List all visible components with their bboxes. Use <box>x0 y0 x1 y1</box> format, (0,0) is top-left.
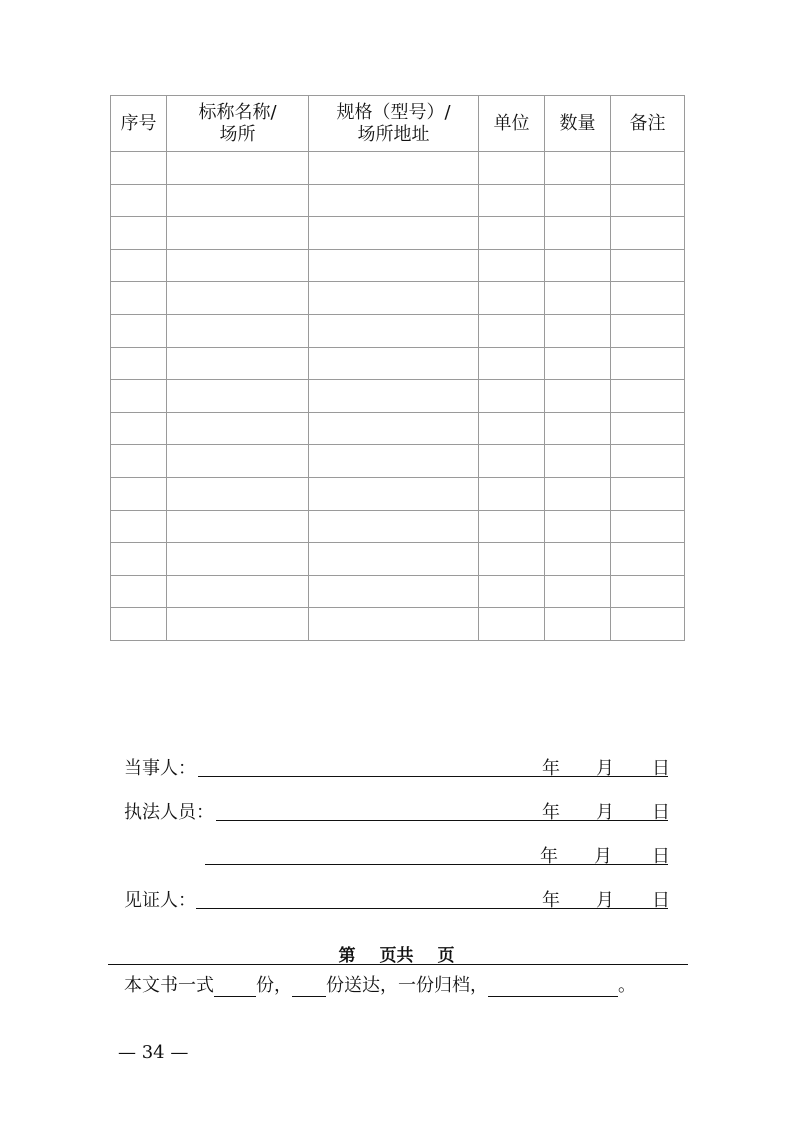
table-cell[interactable] <box>167 282 309 315</box>
table-cell[interactable] <box>309 217 479 250</box>
page-suffix: 页 <box>437 946 455 966</box>
table-cell[interactable] <box>167 510 309 543</box>
table-cell[interactable] <box>611 543 685 576</box>
party-label: 当事人： <box>124 758 196 779</box>
table-cell[interactable] <box>167 347 309 380</box>
table-cell[interactable] <box>545 412 611 445</box>
table-cell[interactable] <box>111 445 167 478</box>
header-remarks: 备注 <box>611 96 685 152</box>
table-cell[interactable] <box>111 184 167 217</box>
header-name-place-text: 标称名称/ 场所 <box>198 101 277 145</box>
table-cell[interactable] <box>611 575 685 608</box>
table-cell[interactable] <box>309 184 479 217</box>
table-cell[interactable] <box>479 543 545 576</box>
officer1-date-month: 月 <box>596 802 614 823</box>
archive-note-blank[interactable] <box>488 978 618 997</box>
table-row <box>111 510 685 543</box>
header-spec-address <box>309 96 479 152</box>
table-cell[interactable] <box>111 249 167 282</box>
table-cell[interactable] <box>309 510 479 543</box>
table-cell[interactable] <box>545 152 611 185</box>
table-cell[interactable] <box>545 217 611 250</box>
signature-row-witness <box>0 882 793 912</box>
signature-row-officer-2 <box>0 838 793 868</box>
table-cell[interactable] <box>479 608 545 641</box>
table-cell[interactable] <box>611 347 685 380</box>
table-row <box>111 445 685 478</box>
table-cell[interactable] <box>111 217 167 250</box>
table-cell[interactable] <box>167 575 309 608</box>
table-cell[interactable] <box>479 347 545 380</box>
table-row <box>111 347 685 380</box>
table-cell[interactable] <box>611 380 685 413</box>
table-cell[interactable] <box>167 412 309 445</box>
table-cell[interactable] <box>167 543 309 576</box>
table-cell[interactable] <box>309 543 479 576</box>
table-row <box>111 608 685 641</box>
table-cell[interactable] <box>545 347 611 380</box>
table-cell[interactable] <box>479 380 545 413</box>
signature-row-party <box>0 750 793 780</box>
table-row <box>111 380 685 413</box>
header-quantity: 数量 <box>545 96 611 152</box>
table-cell[interactable] <box>479 445 545 478</box>
table-cell[interactable] <box>611 152 685 185</box>
header-spec-address-text: 规格（型号）/ 场所地址 <box>336 101 451 145</box>
copies-text-1: 本文书一式 <box>124 975 214 996</box>
table-cell[interactable] <box>167 445 309 478</box>
table-cell[interactable] <box>309 412 479 445</box>
table-cell[interactable] <box>545 445 611 478</box>
table-cell[interactable] <box>111 347 167 380</box>
table-cell[interactable] <box>545 510 611 543</box>
table-cell[interactable] <box>479 477 545 510</box>
table-cell[interactable] <box>545 380 611 413</box>
table-cell[interactable] <box>111 412 167 445</box>
table-cell[interactable] <box>479 152 545 185</box>
table-cell[interactable] <box>111 543 167 576</box>
total-copies-blank[interactable] <box>214 978 256 997</box>
table-cell[interactable] <box>111 477 167 510</box>
table-cell[interactable] <box>111 380 167 413</box>
copies-text-2: 份， <box>256 975 292 996</box>
table-cell[interactable] <box>309 445 479 478</box>
table-cell[interactable] <box>167 380 309 413</box>
header-serial-number: 序号 <box>111 96 167 152</box>
table-cell[interactable] <box>479 184 545 217</box>
party-date-day: 日 <box>652 758 670 779</box>
page-count-line <box>0 941 793 966</box>
witness-date-month: 月 <box>596 890 614 911</box>
table-cell[interactable] <box>611 477 685 510</box>
table-row <box>111 412 685 445</box>
table-cell[interactable] <box>111 575 167 608</box>
table-row <box>111 543 685 576</box>
table-cell[interactable] <box>611 282 685 315</box>
copies-text-end: 。 <box>618 975 636 996</box>
table-header-row <box>111 96 685 152</box>
table-cell[interactable] <box>545 282 611 315</box>
table-cell[interactable] <box>309 477 479 510</box>
table-row <box>111 152 685 185</box>
table-cell[interactable] <box>545 477 611 510</box>
header-unit: 单位 <box>479 96 545 152</box>
inventory-table <box>110 95 685 641</box>
officer2-date-day: 日 <box>652 846 670 867</box>
table-cell[interactable] <box>309 575 479 608</box>
table-cell[interactable] <box>479 510 545 543</box>
table-cell[interactable] <box>479 575 545 608</box>
table-cell[interactable] <box>167 152 309 185</box>
table-cell[interactable] <box>545 543 611 576</box>
page-number: — 34 — <box>118 1042 189 1063</box>
table-cell[interactable] <box>309 249 479 282</box>
table-body <box>111 152 685 641</box>
copies-statement <box>124 971 636 997</box>
table-cell[interactable] <box>111 282 167 315</box>
table-cell[interactable] <box>111 608 167 641</box>
table-cell[interactable] <box>167 184 309 217</box>
table-cell[interactable] <box>479 282 545 315</box>
table-cell[interactable] <box>545 184 611 217</box>
table-cell[interactable] <box>167 314 309 347</box>
copies-text-3: 份送达，一份归档， <box>326 975 488 996</box>
header-name-place <box>167 96 309 152</box>
officer-label: 执法人员： <box>124 802 214 823</box>
table-cell[interactable] <box>111 510 167 543</box>
table-cell[interactable] <box>167 217 309 250</box>
page-middle: 页共 <box>379 946 414 966</box>
table-row <box>111 314 685 347</box>
table-cell[interactable] <box>611 249 685 282</box>
table-cell[interactable] <box>545 249 611 282</box>
table-cell[interactable] <box>611 412 685 445</box>
table-cell[interactable] <box>479 217 545 250</box>
table-cell[interactable] <box>309 314 479 347</box>
table-cell[interactable] <box>479 249 545 282</box>
witness-date-day: 日 <box>652 890 670 911</box>
table-cell[interactable] <box>309 152 479 185</box>
table-cell[interactable] <box>479 412 545 445</box>
table-cell[interactable] <box>111 314 167 347</box>
table-cell[interactable] <box>545 575 611 608</box>
table-cell[interactable] <box>309 282 479 315</box>
table-cell[interactable] <box>309 608 479 641</box>
table-cell[interactable] <box>309 347 479 380</box>
signature-row-officer-1 <box>0 794 793 824</box>
table-cell[interactable] <box>167 249 309 282</box>
officer1-date-day: 日 <box>652 802 670 823</box>
table-cell[interactable] <box>611 510 685 543</box>
table-cell[interactable] <box>167 608 309 641</box>
party-date-month: 月 <box>596 758 614 779</box>
party-date-year: 年 <box>542 758 560 779</box>
table-cell[interactable] <box>611 217 685 250</box>
delivered-copies-blank[interactable] <box>292 978 326 997</box>
table-cell[interactable] <box>309 380 479 413</box>
table-row <box>111 575 685 608</box>
witness-label: 见证人： <box>124 890 196 911</box>
table-row <box>111 249 685 282</box>
table-row <box>111 217 685 250</box>
table-cell[interactable] <box>479 314 545 347</box>
footer-divider <box>108 964 688 965</box>
table-cell[interactable] <box>167 477 309 510</box>
table-cell[interactable] <box>545 608 611 641</box>
table-cell[interactable] <box>611 314 685 347</box>
table-cell[interactable] <box>611 445 685 478</box>
table-row <box>111 282 685 315</box>
table-cell[interactable] <box>611 608 685 641</box>
witness-date-year: 年 <box>542 890 560 911</box>
officer2-date-month: 月 <box>594 846 612 867</box>
officer2-date-year: 年 <box>540 846 558 867</box>
table-cell[interactable] <box>545 314 611 347</box>
officer1-date-year: 年 <box>542 802 560 823</box>
table-cell[interactable] <box>111 152 167 185</box>
table-row <box>111 477 685 510</box>
table-row <box>111 184 685 217</box>
page-prefix: 第 <box>338 946 356 966</box>
table-cell[interactable] <box>611 184 685 217</box>
